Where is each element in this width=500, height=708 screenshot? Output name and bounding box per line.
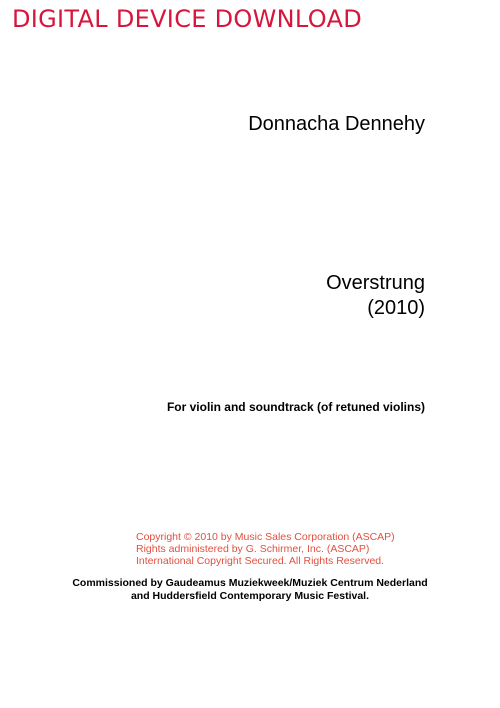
composer-name: Donnacha Dennehy — [248, 113, 425, 135]
copyright-line: Copyright © 2010 by Music Sales Corporation (ASCAP) — [136, 531, 395, 543]
copyright-line: Rights administered by G. Schirmer, Inc. (ASCAP) — [136, 543, 370, 555]
copyright-notice — [136, 531, 395, 567]
commission-line: and Huddersfield Contemporary Music Festival. — [130, 590, 370, 602]
copyright-line: International Copyright Secured. All Rights Reserved. — [136, 555, 385, 567]
instrumentation: For violin and soundtrack (of retuned violins) — [166, 400, 425, 414]
commission-credit — [0, 577, 500, 603]
download-banner: DIGITAL DEVICE DOWNLOAD — [12, 5, 362, 33]
work-title: Overstrung — [326, 272, 425, 294]
commission-line: Commissioned by Gaudeamus Muziekweek/Muziek Centrum Nederland — [72, 577, 428, 589]
work-year: (2010) — [367, 297, 425, 319]
